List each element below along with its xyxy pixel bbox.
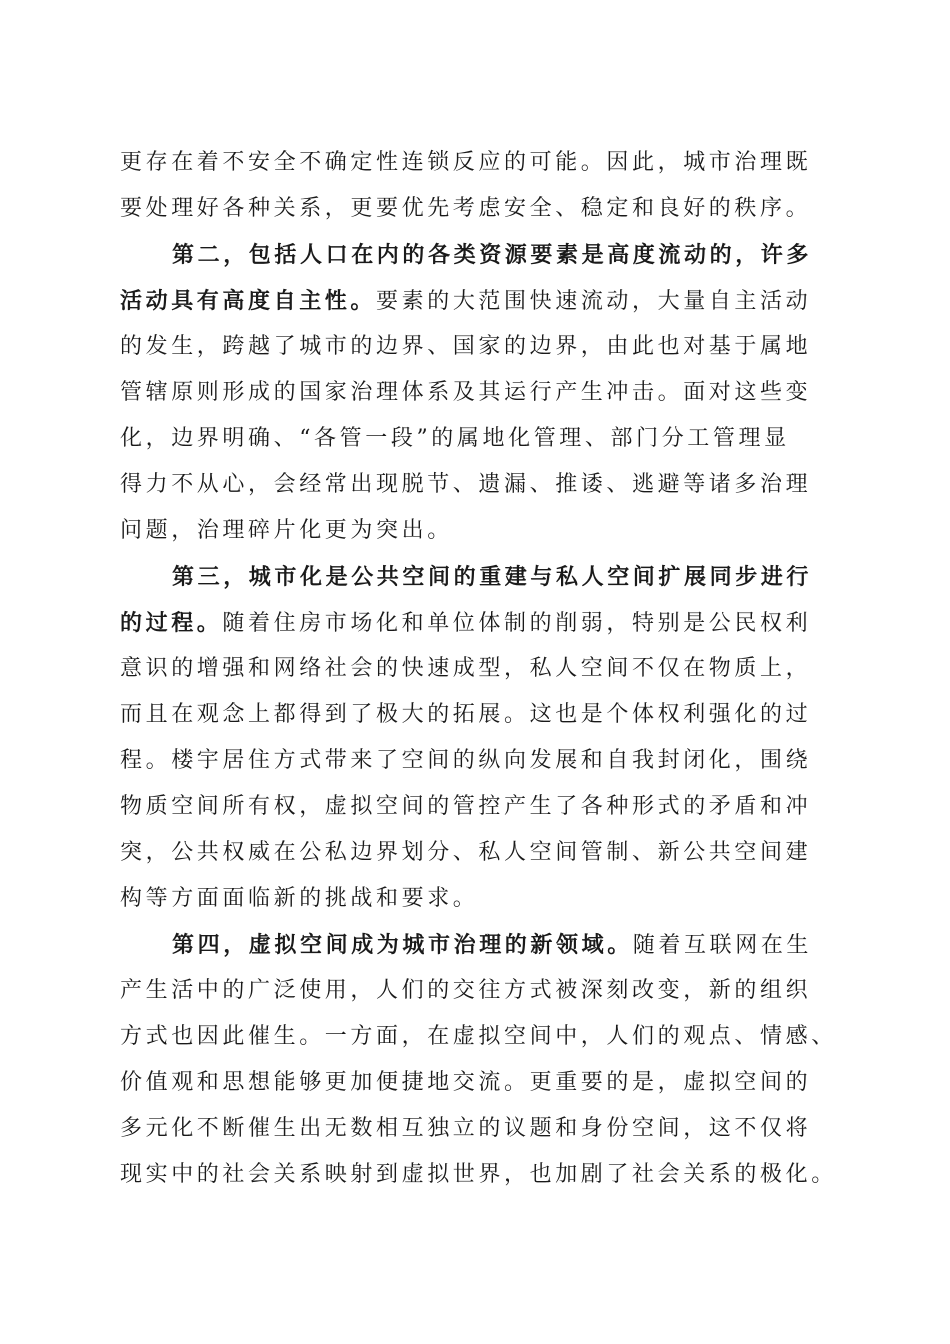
paragraph-line [120, 600, 840, 646]
paragraph-line: 现实中的社会关系映射到虚拟世界，也加剧了社会关系的极化。 [120, 1162, 837, 1187]
paragraph-line: 产生活中的广泛使用，人们的交往方式被深刻改变，新的组织 [120, 978, 812, 1003]
paragraph-line: 管辖原则形成的国家治理体系及其运行产生冲击。面对这些变 [120, 380, 812, 405]
paragraph-line: 物质空间所有权，虚拟空间的管控产生了各种形式的矛盾和冲 [120, 794, 812, 819]
paragraph-line: 多元化不断催生出无数相互独立的议题和身份空间，这不仅将 [120, 1116, 812, 1141]
paragraph-text: 要素的大范围快速流动，大量自主活动 [376, 289, 812, 314]
paragraph-line: 化，边界明确、“各管一段”的属地化管理、部门分工管理显 [120, 426, 790, 451]
paragraph-heading: 第三，城市化是公共空间的重建与私人空间扩展同步进行 [172, 564, 813, 590]
paragraph-text: 随着互联网在生 [632, 933, 813, 958]
paragraph-heading: 第四，虚拟空间成为城市治理的新领域。 [172, 932, 633, 958]
paragraph-line: 问题，治理碎片化更为突出。 [120, 518, 453, 543]
paragraph-line: 程。楼宇居住方式带来了空间的纵向发展和自我封闭化，围绕 [120, 748, 812, 773]
paragraph-line: 价值观和思想能够更加便捷地交流。更重要的是，虚拟空间的 [120, 1070, 812, 1095]
paragraph-line [120, 278, 840, 324]
paragraph-heading-end: 活动具有高度自主性。 [120, 288, 377, 314]
paragraph-heading: 第二，包括人口在内的各类资源要素是高度流动的，许多 [172, 242, 813, 268]
paragraph-line: 得力不从心，会经常出现脱节、遗漏、推诿、逃避等诸多治理 [120, 472, 812, 497]
paragraph-line: 意识的增强和网络社会的快速成型，私人空间不仅在物质上， [120, 656, 812, 681]
paragraph-line: 更存在着不安全不确定性连锁反应的可能。因此，城市治理既 [120, 150, 812, 175]
paragraph-heading-end: 的过程。 [120, 610, 223, 636]
paragraph-line: 的发生，跨越了城市的边界、国家的边界，由此也对基于属地 [120, 334, 812, 359]
paragraph-line: 而且在观念上都得到了极大的拓展。这也是个体权利强化的过 [120, 702, 812, 727]
document-body [120, 140, 840, 1198]
paragraph-line: 方式也因此催生。一方面，在虚拟空间中，人们的观点、情感、 [120, 1024, 837, 1049]
paragraph-line: 要处理好各种关系，更要优先考虑安全、稳定和良好的秩序。 [120, 196, 812, 221]
paragraph-line: 构等方面面临新的挑战和要求。 [120, 886, 479, 911]
paragraph-line: 突，公共权威在公私边界划分、私人空间管制、新公共空间建 [120, 840, 812, 865]
paragraph-text: 随着住房市场化和单位体制的削弱，特别是公民权利 [222, 611, 812, 636]
paragraph-line [120, 922, 840, 968]
